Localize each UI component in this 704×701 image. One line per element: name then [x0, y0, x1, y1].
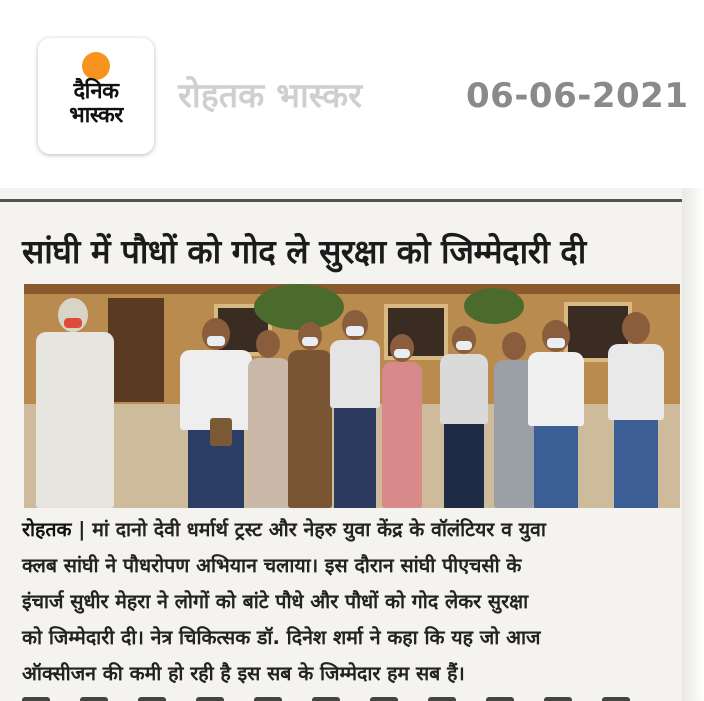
- logo-text-line1: दैनिक: [73, 79, 119, 104]
- logo-text-line2: भास्कर: [69, 103, 123, 128]
- clipping-edge-shadow: [682, 188, 704, 701]
- photo-person: [524, 320, 588, 508]
- photo-person: [380, 334, 424, 508]
- article-photo: [24, 284, 680, 508]
- dainik-bhaskar-logo[interactable]: [38, 38, 154, 154]
- article-body: [22, 512, 682, 692]
- photo-tree: [464, 288, 524, 324]
- article-body-line: इंचार्ज सुधीर मेहरा ने लोगों को बांटे पौधे और पौधों को गोद लेकर सुरक्षा: [22, 590, 529, 613]
- dateline-separator: |: [78, 518, 86, 541]
- article-body-line: [22, 512, 682, 548]
- article-body-line: क्लब सांघी ने पौधरोपण अभियान चलाया। इस दौरान सांघी पीएचसी के: [22, 554, 522, 577]
- article-headline: सांघी में पौधों को गोद ले सुरक्षा को जिम्मेदारी दी: [22, 232, 586, 271]
- clipping-top-rule: [0, 199, 682, 202]
- photo-person: [604, 312, 668, 508]
- article-dateline: रोहतक: [22, 518, 72, 541]
- photo-person: [326, 310, 384, 508]
- edition-name: रोहतक भास्कर: [178, 76, 363, 116]
- photo-person: [436, 326, 492, 508]
- cut-off-next-line: [22, 690, 682, 701]
- publication-date: 06-06-2021: [466, 76, 689, 116]
- photo-person: [28, 292, 124, 508]
- sun-logo-icon: [82, 52, 110, 80]
- article-text: मां दानो देवी धर्मार्थ ट्रस्ट और नेहरु युवा केंद्र के वॉलंटियर व युवा: [85, 518, 546, 541]
- article-body-line: ऑक्सीजन की कमी हो रही है इस सब के जिम्मेदार हम सब हैं।: [22, 662, 465, 685]
- article-body-line: को जिम्मेदारी दी। नेत्र चिकित्सक डॉ. दिनेश शर्मा ने कहा कि यह जो आज: [22, 626, 541, 649]
